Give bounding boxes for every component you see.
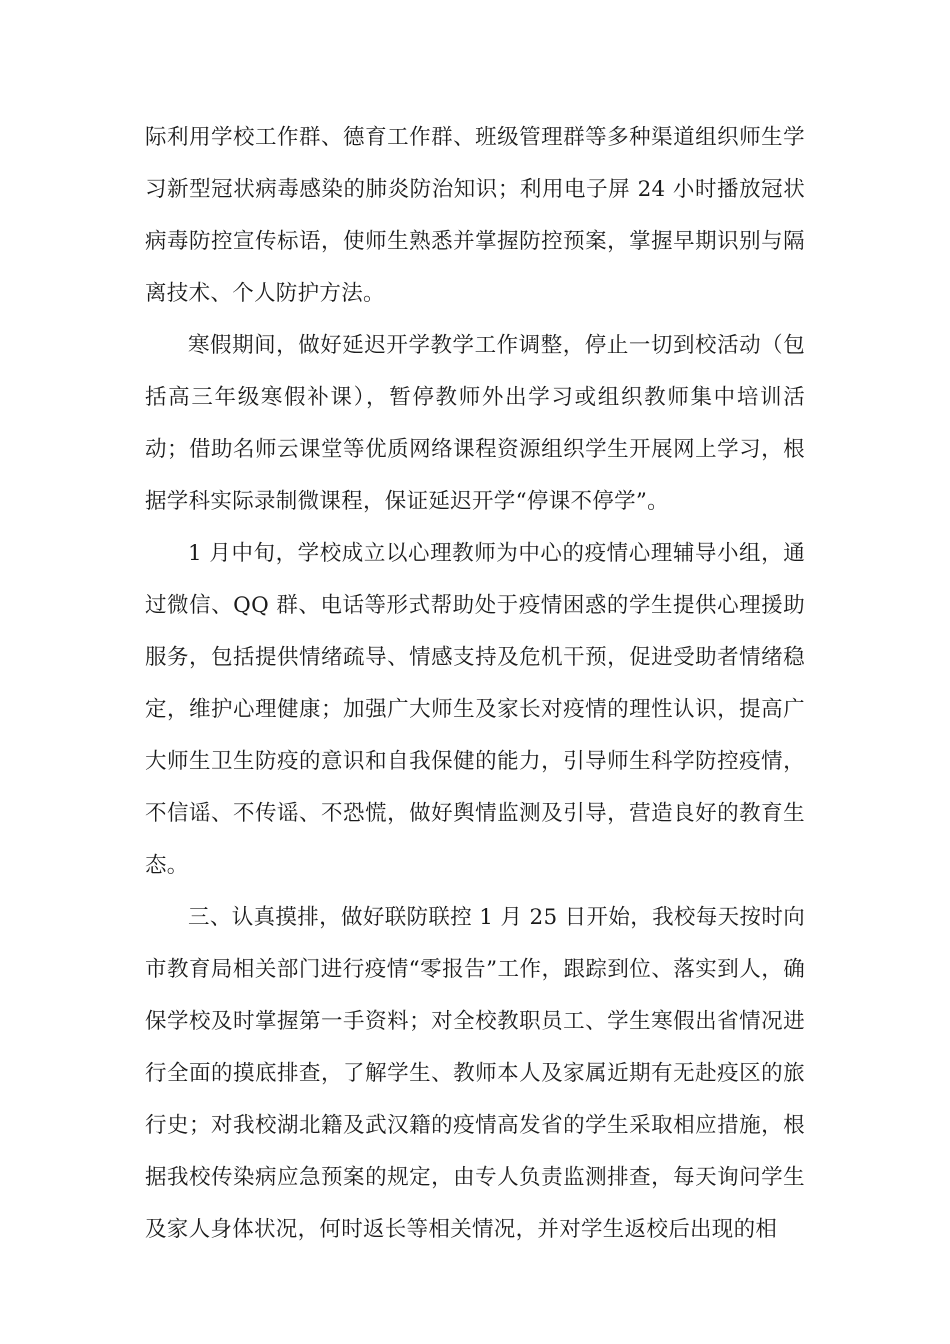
- paragraph-4: 三、认真摸排，做好联防联控 1 月 25 日开始，我校每天按时向市教育局相关部门进行疫情“零报告”工作，跟踪到位、落实到人，确保学校及时掌握第一手资料；对全校教职员工、学生寒假出省情况进行全面的摸底排查，了解学生、教师本人及家属近期有无赴疫区的旅行史；对我校湖北籍及武汉籍的疫情高发省的学生采取相应措施，根据我校传染病应急预案的规定，由专人负责监测排查，每天询问学生及家人身体状况，何时返长等相关情况，并对学生返校后出现的相: [145, 905, 805, 1242]
- document-body: [145, 112, 805, 1256]
- paragraph-3: 1 月中旬，学校成立以心理教师为中心的疫情心理辅导小组，通过微信、QQ 群、电话等形式帮助处于疫情困惑的学生提供心理援助服务，包括提供情绪疏导、情感支持及危机干预，促进受助者情绪稳定，维护心理健康；加强广大师生及家长对疫情的理性认识，提高广大师生卫生防疫的意识和自我保健的能力，引导师生科学防控疫情，不信谣、不传谣、不恐慌，做好舆情监测及引导，营造良好的教育生态。: [145, 541, 805, 878]
- paragraph-2: 寒假期间，做好延迟开学教学工作调整，停止一切到校活动（包括高三年级寒假补课），暂停教师外出学习或组织教师集中培训活动；借助名师云课堂等优质网络课程资源组织学生开展网上学习，根据学科实际录制微课程，保证延迟开学“停课不停学”。: [145, 333, 805, 514]
- paragraph-1: 际利用学校工作群、德育工作群、班级管理群等多种渠道组织师生学习新型冠状病毒感染的肺炎防治知识；利用电子屏 24 小时播放冠状病毒防控宣传标语，使师生熟悉并掌握防控预案，掌握早期识别与隔离技术、个人防护方法。: [145, 125, 805, 306]
